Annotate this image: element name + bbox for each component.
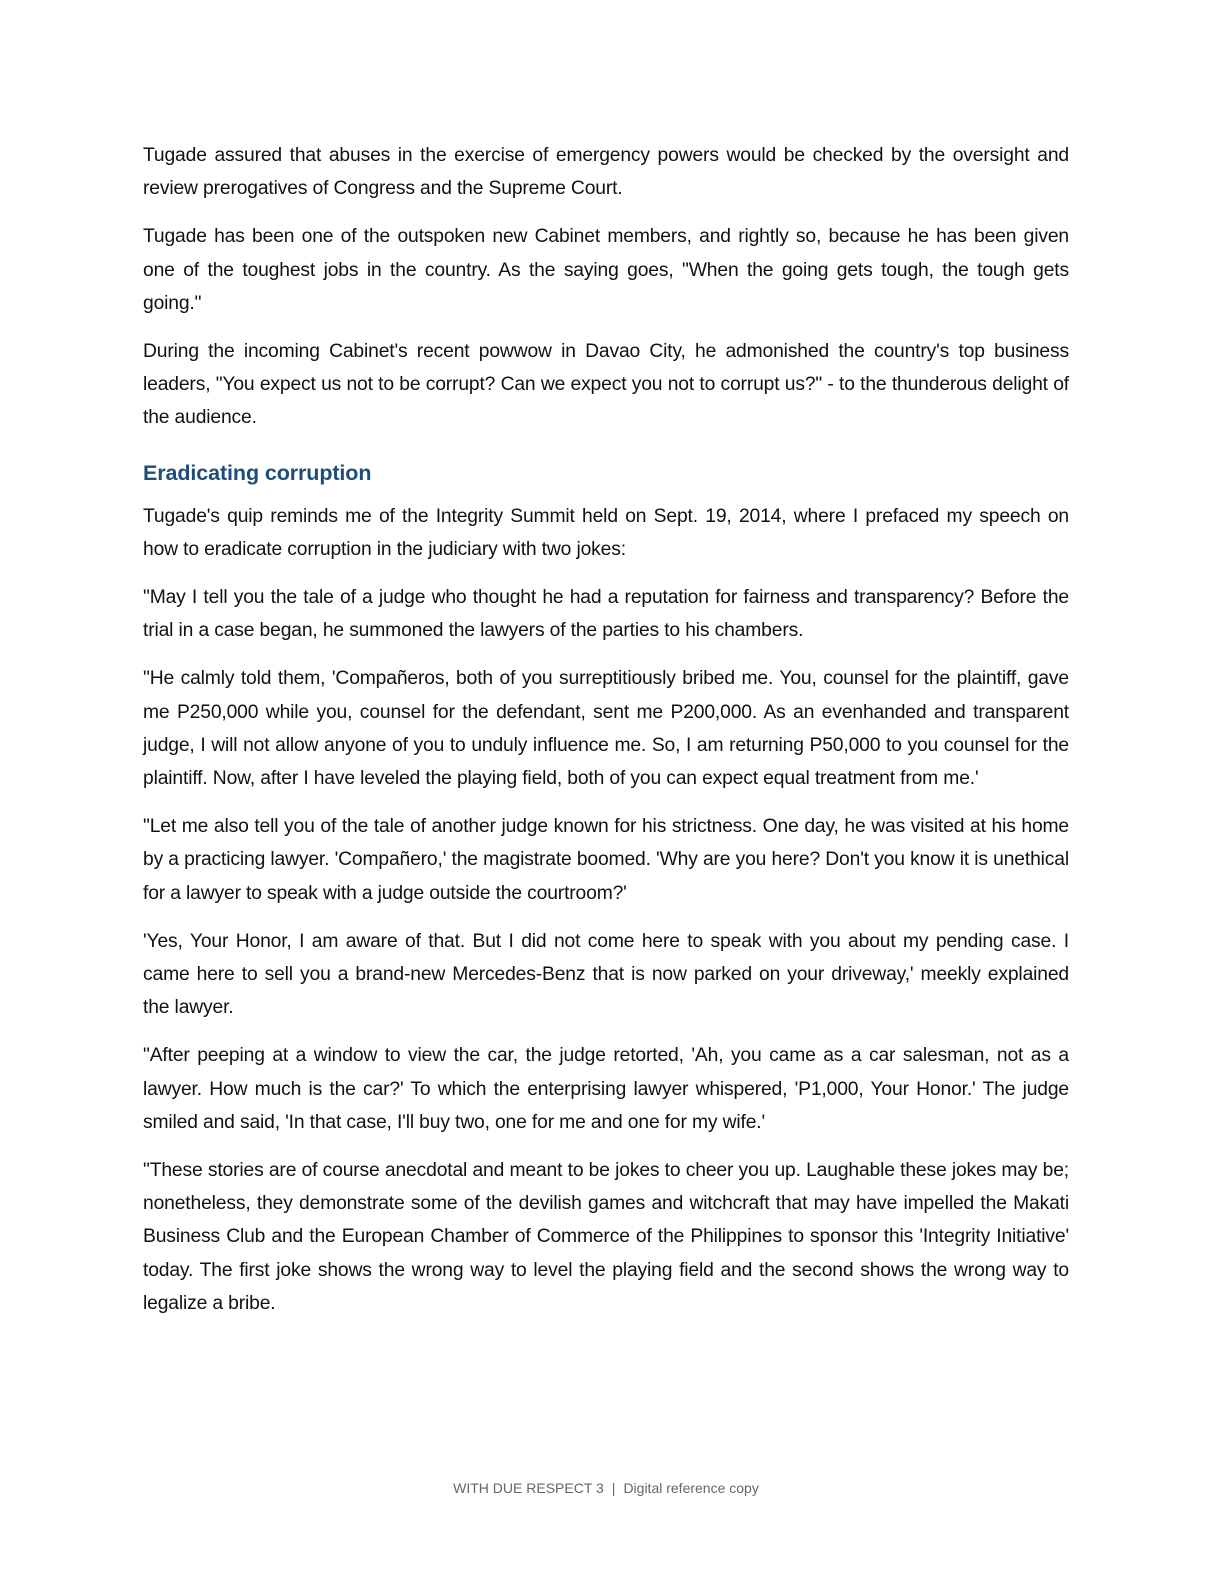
footer-separator: | [611,1480,616,1496]
paragraph: During the incoming Cabinet's recent powwow in Davao City, he admonished the country's top business leaders, "You expect us not to be corrupt? Can we expect you not to corrupt us?" - to the thunderous delight of the audience. [143,341,1069,429]
paragraph: "May I tell you the tale of a judge who thought he had a reputation for fairness and transparency? Before the trial in a case began, he summoned the lawyers of the parties to his chambers. [143,587,1069,642]
section-heading: Eradicating corruption [143,460,372,485]
paragraph: Tugade's quip reminds me of the Integrity Summit held on Sept. 19, 2014, where I prefaced my speech on how to eradicate corruption in the judiciary with two jokes: [143,505,1069,560]
paragraph: "These stories are of course anecdotal and meant to be jokes to cheer you up. Laughable these jokes may be; nonetheless, they demonstrate some of the devilish games and witchcraft that may have impelled the Makati Business Club and the European Chamber of Commerce of the Philippines to sponsor this 'Integrity Initiative' today. The first joke shows the wrong way to level the playing field and the second shows the wrong way to legalize a bribe. [143,1160,1069,1314]
footer-page-label: WITH DUE RESPECT 3 [453,1480,604,1496]
footer-note: Digital reference copy [623,1480,759,1496]
page-footer [0,1478,1212,1498]
paragraph: 'Yes, Your Honor, I am aware of that. But I did not come here to speak with you about my pending case. I came here to sell you a brand-new Mercedes-Benz that is now parked on your driveway,' meekly explained the lawyer. [143,930,1069,1019]
paragraph: "After peeping at a window to view the car, the judge retorted, 'Ah, you came as a car salesman, not as a lawyer. How much is the car?' To which the enterprising lawyer whispered, 'P1,000, Your Honor.' The judge smiled and said, 'In that case, I'll buy two, one for me and one for my wife.' [143,1045,1069,1133]
document-body [143,139,1069,1335]
paragraph: "He calmly told them, 'Compañeros, both of you surreptitiously bribed me. You, counsel for the plaintiff, gave me P250,000 while you, counsel for the defendant, sent me P200,000. As an evenhanded and transparent judge, I will not allow anyone of you to unduly influence me. So, I am returning P50,000 to you counsel for the plaintiff. Now, after I have leveled the playing field, both of you can expect equal treatment from me.' [143,668,1069,790]
paragraph: Tugade has been one of the outspoken new Cabinet members, and rightly so, because he has been given one of the toughest jobs in the country. As the saying goes, "When the going gets tough, the tough gets going." [143,226,1069,314]
paragraph: Tugade assured that abuses in the exercise of emergency powers would be checked by the oversight and review prerogatives of Congress and the Supreme Court. [143,145,1069,200]
paragraph: "Let me also tell you of the tale of another judge known for his strictness. One day, he was visited at his home by a practicing lawyer. 'Compañero,' the magistrate boomed. 'Why are you here? Don't you know it is unethical for a lawyer to speak with a judge outside the courtroom?' [143,816,1069,904]
